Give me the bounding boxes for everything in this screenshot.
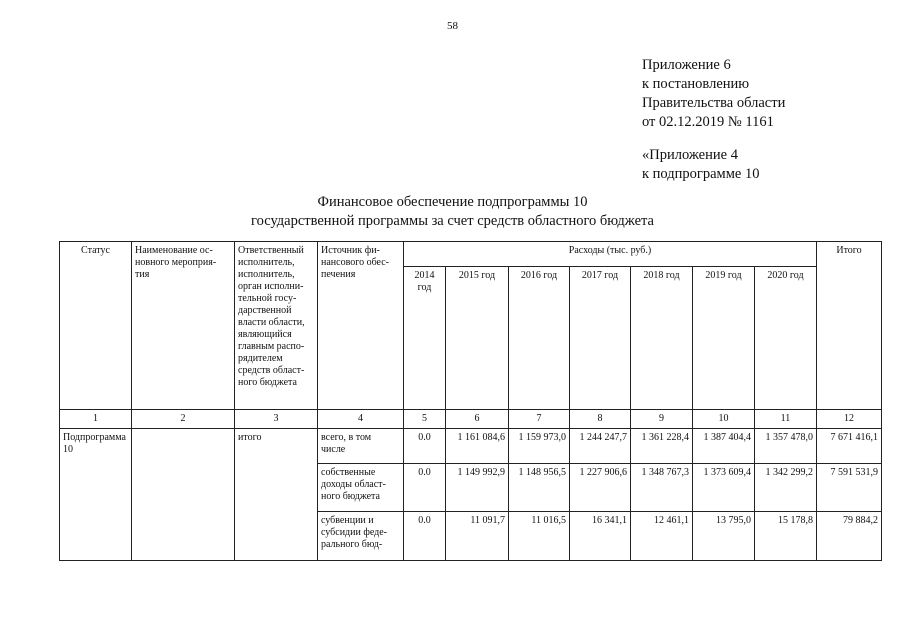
responsible-cell: итого (235, 429, 318, 561)
appendix-line: Приложение 6 (642, 57, 731, 73)
value-cell: 11 091,7 (446, 512, 509, 561)
column-number: 12 (817, 410, 882, 429)
value-cell: 7 591 531,9 (817, 464, 882, 512)
value-cell: 15 178,8 (755, 512, 817, 561)
title-line: Финансовое обеспечение подпрограммы 10 (317, 194, 588, 210)
column-number: 9 (631, 410, 693, 429)
value-cell: 1 357 478,0 (755, 429, 817, 464)
value-cell: 1 149 992,9 (446, 464, 509, 512)
value-cell: 1 148 956,5 (509, 464, 570, 512)
title-line: государственной программы за счет средств областного бюджета (251, 213, 654, 229)
value-cell: 79 884,2 (817, 512, 882, 561)
column-number: 11 (755, 410, 817, 429)
budget-table (59, 241, 882, 561)
header-responsible: Ответственный исполнитель, исполнитель, орган исполни- тельной госу- дарственной власти области, являющийся главным распо- рядителем средств област- ного бюджета (235, 242, 318, 410)
table-row (60, 429, 882, 464)
event-cell (132, 429, 235, 561)
spacer (642, 132, 785, 146)
source-cell: всего, в том числе (318, 429, 404, 464)
appendix-line: «Приложение 4 (642, 147, 738, 163)
header-year: 2015 год (446, 267, 509, 410)
column-number: 8 (570, 410, 631, 429)
source-cell: собственные доходы област- ного бюджета (318, 464, 404, 512)
header-year: 2016 год (509, 267, 570, 410)
header-event: Наименование ос- новного мероприя- тия (132, 242, 235, 410)
column-number: 6 (446, 410, 509, 429)
header-year: 2014 год (404, 267, 446, 410)
status-cell: Подпрограмма 10 (60, 429, 132, 561)
header-status: Статус (60, 242, 132, 410)
value-cell: 1 161 084,6 (446, 429, 509, 464)
column-number: 7 (509, 410, 570, 429)
value-cell: 1 342 299,2 (755, 464, 817, 512)
header-year: 2020 год (755, 267, 817, 410)
column-number: 10 (693, 410, 755, 429)
value-cell: 13 795,0 (693, 512, 755, 561)
header-total: Итого (817, 242, 882, 410)
value-cell: 1 361 228,4 (631, 429, 693, 464)
appendix-line: к подпрограмме 10 (642, 166, 760, 182)
header-expenses: Расходы (тыс. руб.) (404, 242, 817, 267)
value-cell: 1 348 767,3 (631, 464, 693, 512)
value-cell: 1 387 404,4 (693, 429, 755, 464)
value-cell: 7 671 416,1 (817, 429, 882, 464)
source-cell: субвенции и субсидии феде- рального бюд- (318, 512, 404, 561)
value-cell: 0.0 (404, 429, 446, 464)
column-number: 1 (60, 410, 132, 429)
value-cell: 16 341,1 (570, 512, 631, 561)
appendix-line: Правительства области (642, 95, 786, 111)
appendix-block (642, 56, 785, 184)
value-cell: 11 016,5 (509, 512, 570, 561)
value-cell: 0.0 (404, 464, 446, 512)
value-cell: 12 461,1 (631, 512, 693, 561)
value-cell: 1 227 906,6 (570, 464, 631, 512)
header-year: 2017 год (570, 267, 631, 410)
value-cell: 1 159 973,0 (509, 429, 570, 464)
header-source: Источник фи- нансового обес- печения (318, 242, 404, 410)
column-number: 5 (404, 410, 446, 429)
document-title (0, 193, 905, 231)
page-number: 58 (447, 20, 458, 32)
appendix-line: к постановлению (642, 76, 750, 92)
appendix-line: от 02.12.2019 № 1161 (642, 114, 774, 130)
value-cell: 1 373 609,4 (693, 464, 755, 512)
header-year: 2019 год (693, 267, 755, 410)
column-number: 2 (132, 410, 235, 429)
value-cell: 0.0 (404, 512, 446, 561)
column-number: 3 (235, 410, 318, 429)
column-number: 4 (318, 410, 404, 429)
value-cell: 1 244 247,7 (570, 429, 631, 464)
header-year: 2018 год (631, 267, 693, 410)
